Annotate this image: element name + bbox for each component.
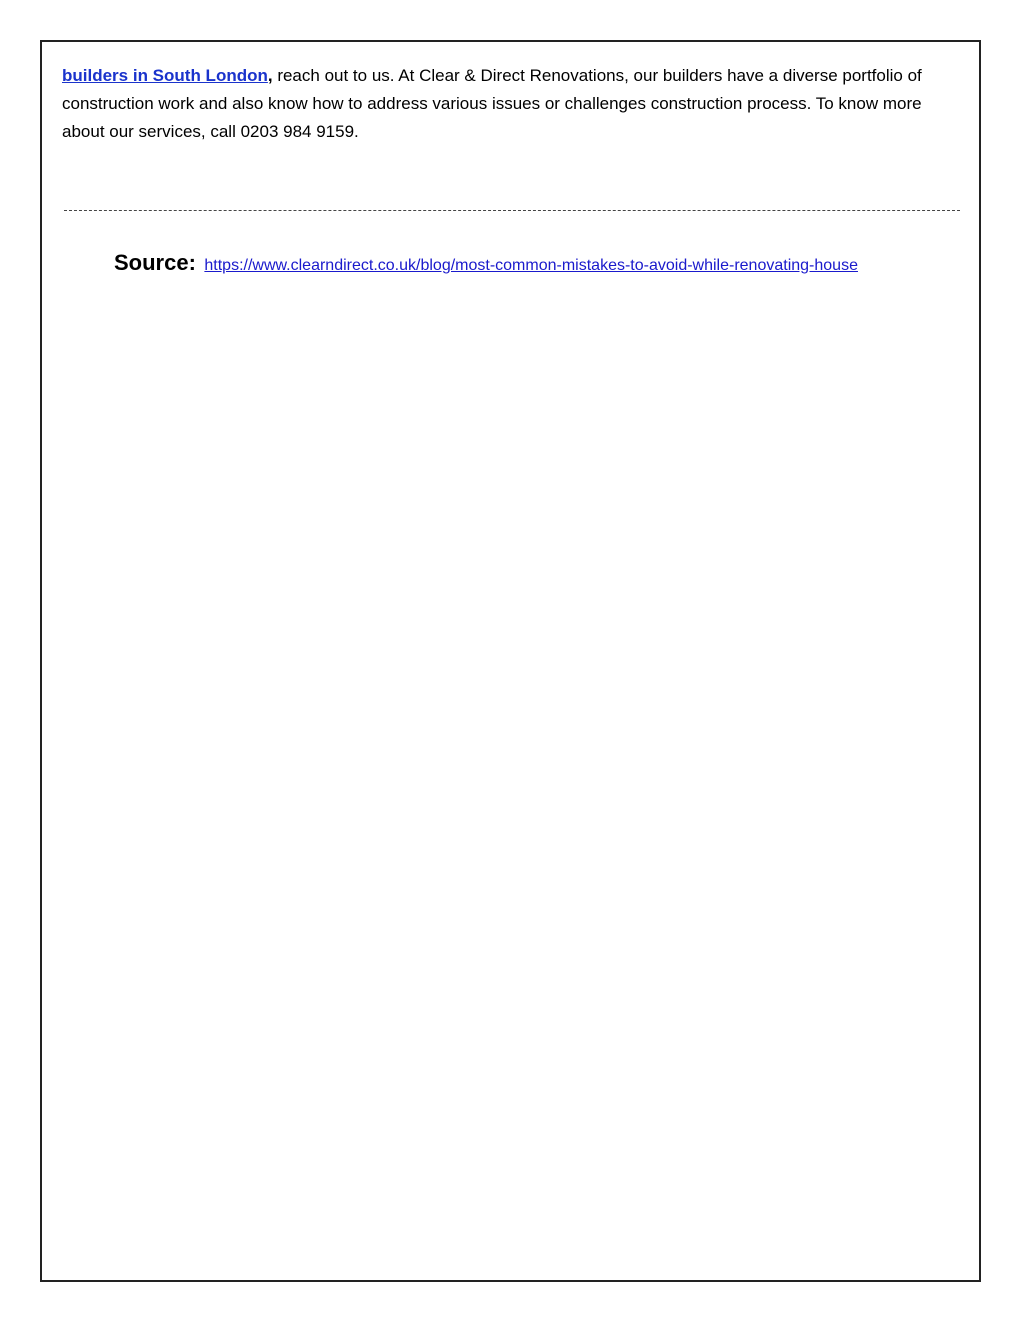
body-paragraph: [62, 62, 962, 146]
source-line: [114, 250, 964, 276]
source-url-link[interactable]: https://www.clearndirect.co.uk/blog/most-common-mistakes-to-avoid-while-renovating-house: [204, 257, 858, 274]
page-frame: [40, 40, 981, 1282]
dashed-separator: [64, 210, 960, 211]
link-comma: ,: [267, 66, 273, 85]
paragraph-text: reach out to us. At Clear & Direct Renovations, our builders have a diverse portfolio of construction work and also know how to address various issues or challenges construction process. To know more about our services, call 0203 984 9159.: [62, 66, 922, 141]
source-label: Source:: [114, 250, 196, 275]
builders-south-london-link[interactable]: builders in South London: [62, 66, 268, 85]
